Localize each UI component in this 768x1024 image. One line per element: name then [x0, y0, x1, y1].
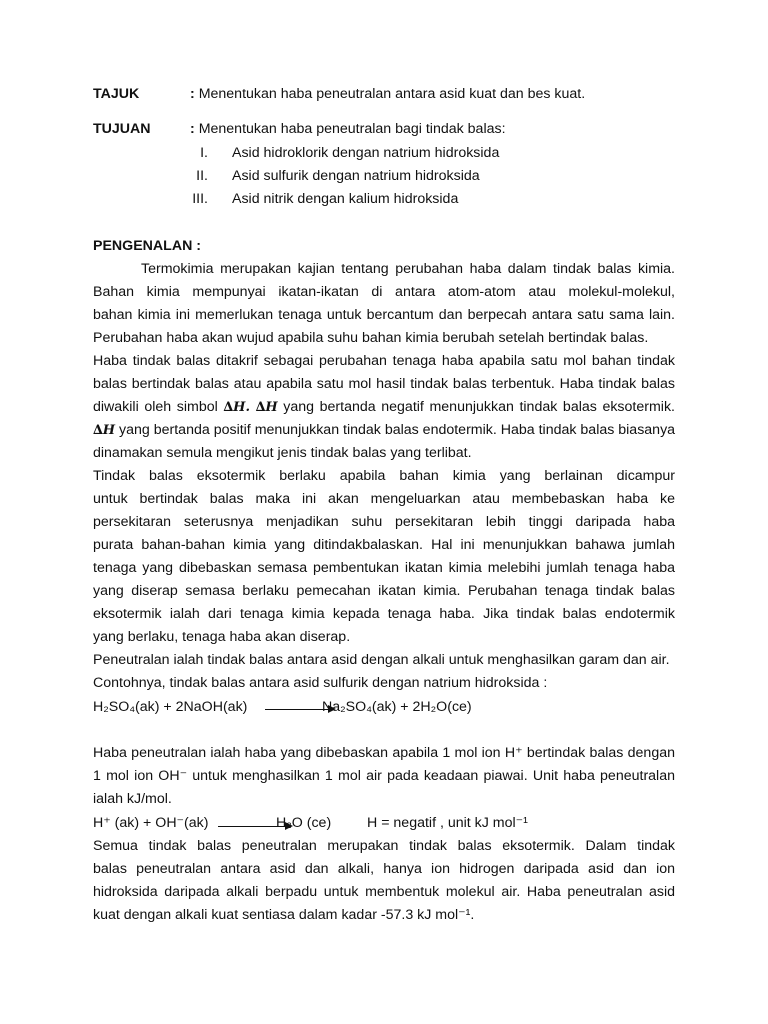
- tujuan-content: [190, 121, 506, 137]
- paragraph-line: bahan kimia ini memerlukan tenaga untuk bercantum dan berpecah antara satu sama lain.: [93, 307, 675, 323]
- paragraph-line-delta: [93, 399, 675, 415]
- paragraph-line: kuat dengan alkali kuat sentiasa dalam kadar -57.3 kJ mol⁻¹.: [93, 907, 475, 923]
- text: diwakili oleh simbol: [93, 399, 218, 415]
- colon: :: [190, 121, 195, 137]
- tujuan-text: Menentukan haba peneutralan bagi tindak balas:: [198, 121, 506, 137]
- paragraph-line: dinamakan semula mengikut jenis tindak balas yang terlibat.: [93, 445, 472, 461]
- paragraph-line: yang diserap semasa berlaku pemecahan ikatan kimia. Perubahan tenaga tindak balas: [93, 583, 675, 599]
- list-item: Asid hidroklorik dengan natrium hidroksida: [232, 145, 500, 161]
- paragraph-line: tenaga yang dibebaskan semasa pembentukan ikatan kimia melebihi jumlah tenaga haba: [93, 560, 675, 576]
- list-item-number: II.: [196, 168, 208, 184]
- reaction-arrow-icon: [265, 709, 329, 710]
- tajuk-label: TAJUK: [93, 86, 140, 102]
- paragraph-line: Perubahan haba akan wujud apabila suhu bahan kimia berubah setelah bertindak balas.: [93, 330, 649, 346]
- colon: :: [190, 86, 195, 102]
- paragraph-line: Haba tindak balas ditakrif sebagai perubahan tenaga haba apabila satu mol bahan tindak: [93, 353, 675, 369]
- paragraph-line: purata bahan-bahan kimia yang ditindakbalaskan. Hal ini menunjukkan bahawa jumlah: [93, 537, 675, 553]
- tajuk-text: Menentukan haba peneutralan antara asid kuat dan bes kuat.: [198, 86, 586, 102]
- paragraph-line: ialah kJ/mol.: [93, 791, 172, 807]
- paragraph-line: Peneutralan ialah tindak balas antara asid dengan alkali untuk menghasilkan garam dan air.: [93, 652, 670, 668]
- delta-h-symbol: ∆H: [255, 400, 278, 415]
- list-item: Asid sulfurik dengan natrium hidroksida: [232, 168, 480, 184]
- equation-1-left: H₂SO₄(ak) + 2NaOH(ak): [93, 699, 248, 715]
- paragraph-line: eksotermik ialah dari tenaga kimia kepada tenaga haba. Jika tindak balas endotermik: [93, 606, 675, 622]
- pengenalan-heading: PENGENALAN :: [93, 238, 201, 254]
- paragraph-line: balas peneutralan antara asid dan alkali, hanya ion hidrogen daripada asid dan ion: [93, 861, 675, 877]
- equation-2-left: H⁺ (ak) + OH⁻(ak): [93, 815, 209, 831]
- paragraph-line: Semua tindak balas peneutralan merupakan tindak balas eksotermik. Dalam tindak: [93, 838, 675, 854]
- tujuan-label: TUJUAN: [93, 121, 151, 137]
- paragraph-line: Termokimia merupakan kajian tentang perubahan haba dalam tindak balas kimia.: [141, 261, 675, 277]
- list-item-number: III.: [192, 191, 208, 207]
- paragraph-line: hidroksida daripada alkali berpadu untuk membentuk molekul air. Haba peneutralan asid: [93, 884, 675, 900]
- text: yang bertanda positif menunjukkan tindak balas endotermik. Haba tindak balas biasanya: [119, 422, 676, 438]
- paragraph-line: Contohnya, tindak balas antara asid sulfurik dengan natrium hidroksida :: [93, 675, 548, 691]
- paragraph-line: Haba peneutralan ialah haba yang dibebaskan apabila 1 mol ion H⁺ bertindak balas dengan: [93, 745, 675, 761]
- delta-h-symbol: ∆H.: [223, 400, 250, 415]
- paragraph-line: persekitaran seterusnya menjadikan suhu persekitaran lebih tinggi daripada haba: [93, 514, 675, 530]
- paragraph-line: balas bertindak balas atau apabila satu mol hasil tindak balas terbentuk. Haba tindak balas: [93, 376, 675, 392]
- paragraph-line: Tindak balas eksotermik berlaku apabila bahan kimia yang berlainan dicampur: [93, 468, 675, 484]
- list-item-number: I.: [200, 145, 208, 161]
- equation-1-right: Na₂SO₄(ak) + 2H₂O(ce): [322, 699, 472, 715]
- tajuk-content: [190, 86, 585, 102]
- paragraph-line: 1 mol ion OH⁻ untuk menghasilkan 1 mol air pada keadaan piawai. Unit haba peneutralan: [93, 768, 675, 784]
- paragraph-line-delta: [93, 422, 675, 438]
- paragraph-line: untuk bertindak balas maka ini akan mengeluarkan atau membebaskan haba ke: [93, 491, 675, 507]
- text: yang bertanda negatif menunjukkan tindak balas eksotermik.: [283, 399, 675, 415]
- paragraph-line: Bahan kimia mempunyai ikatan-ikatan di antara atom-atom atau molekul-molekul,: [93, 284, 675, 300]
- list-item: Asid nitrik dengan kalium hidroksida: [232, 191, 459, 207]
- delta-h-symbol: ∆H: [93, 423, 116, 438]
- equation-2-right: H₂O (ce): [276, 815, 332, 831]
- equation-2-note: H = negatif , unit kJ mol⁻¹: [367, 815, 528, 831]
- paragraph-line: yang berlaku, tenaga haba akan diserap.: [93, 629, 351, 645]
